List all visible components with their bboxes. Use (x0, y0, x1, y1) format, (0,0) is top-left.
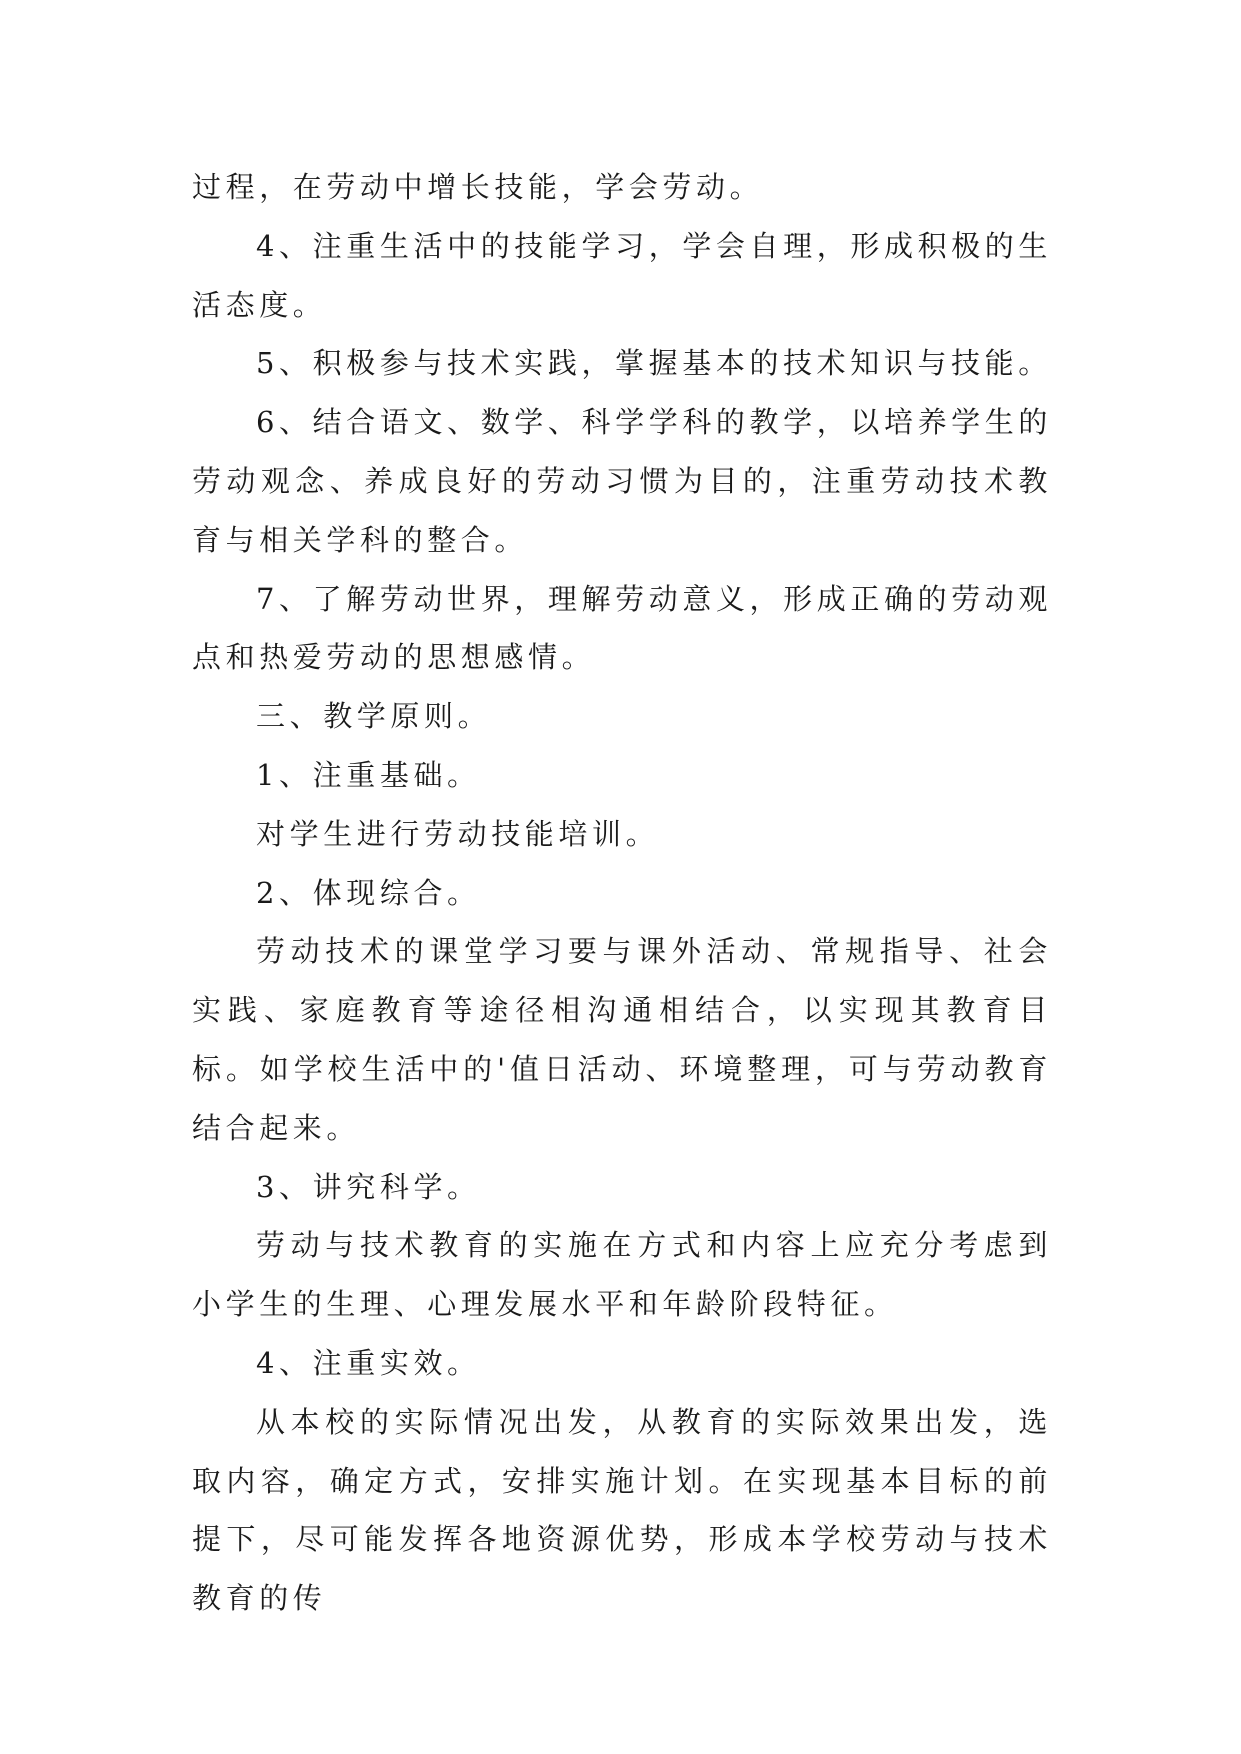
document-body (192, 158, 1052, 1628)
principle-body-4: 从本校的实际情况出发，从教育的实际效果出发，选取内容，确定方式，安排实施计划。在实现基本目标的前提下，尽可能发挥各地资源优势，形成本学校劳动与技术教育的传 (192, 1404, 1052, 1616)
principle-heading-2: 2、体现综合。 (256, 875, 481, 910)
paragraph-item-7-labor-world: 7、了解劳动世界，理解劳动意义，形成正确的劳动观点和热爱劳动的思想感情。 (192, 581, 1052, 675)
principle-body-2: 劳动技术的课堂学习要与课外活动、常规指导、社会实践、家庭教育等途径相沟通相结合，以实现其教育目标。如学校生活中的'值日活动、环境整理，可与劳动教育结合起来。 (192, 934, 1052, 1145)
paragraph-continuation: 过程，在劳动中增长技能，学会劳动。 (192, 170, 764, 204)
principle-body-3: 劳动与技术教育的实施在方式和内容上应充分考虑到小学生的生理、心理发展水平和年龄阶段特征。 (192, 1228, 1052, 1322)
principle-heading-3: 3、讲究科学。 (256, 1169, 481, 1204)
paragraph-item-5-tech-practice: 5、积极参与技术实践，掌握基本的技术知识与技能。 (256, 346, 1052, 381)
section-heading-teaching-principles: 三、教学原则。 (256, 699, 492, 734)
paragraph-item-6-subject-integration: 6、结合语文、数学、科学学科的教学，以培养学生的劳动观念、养成良好的劳动习惯为目的，注重劳动技术教育与相关学科的整合。 (192, 405, 1052, 557)
paragraph-item-4-life-skills: 4、注重生活中的技能学习，学会自理，形成积极的生活态度。 (192, 228, 1052, 322)
principle-heading-1: 1、注重基础。 (256, 757, 481, 792)
principle-body-1: 对学生进行劳动技能培训。 (256, 816, 660, 851)
principle-heading-4: 4、注重实效。 (256, 1345, 481, 1380)
